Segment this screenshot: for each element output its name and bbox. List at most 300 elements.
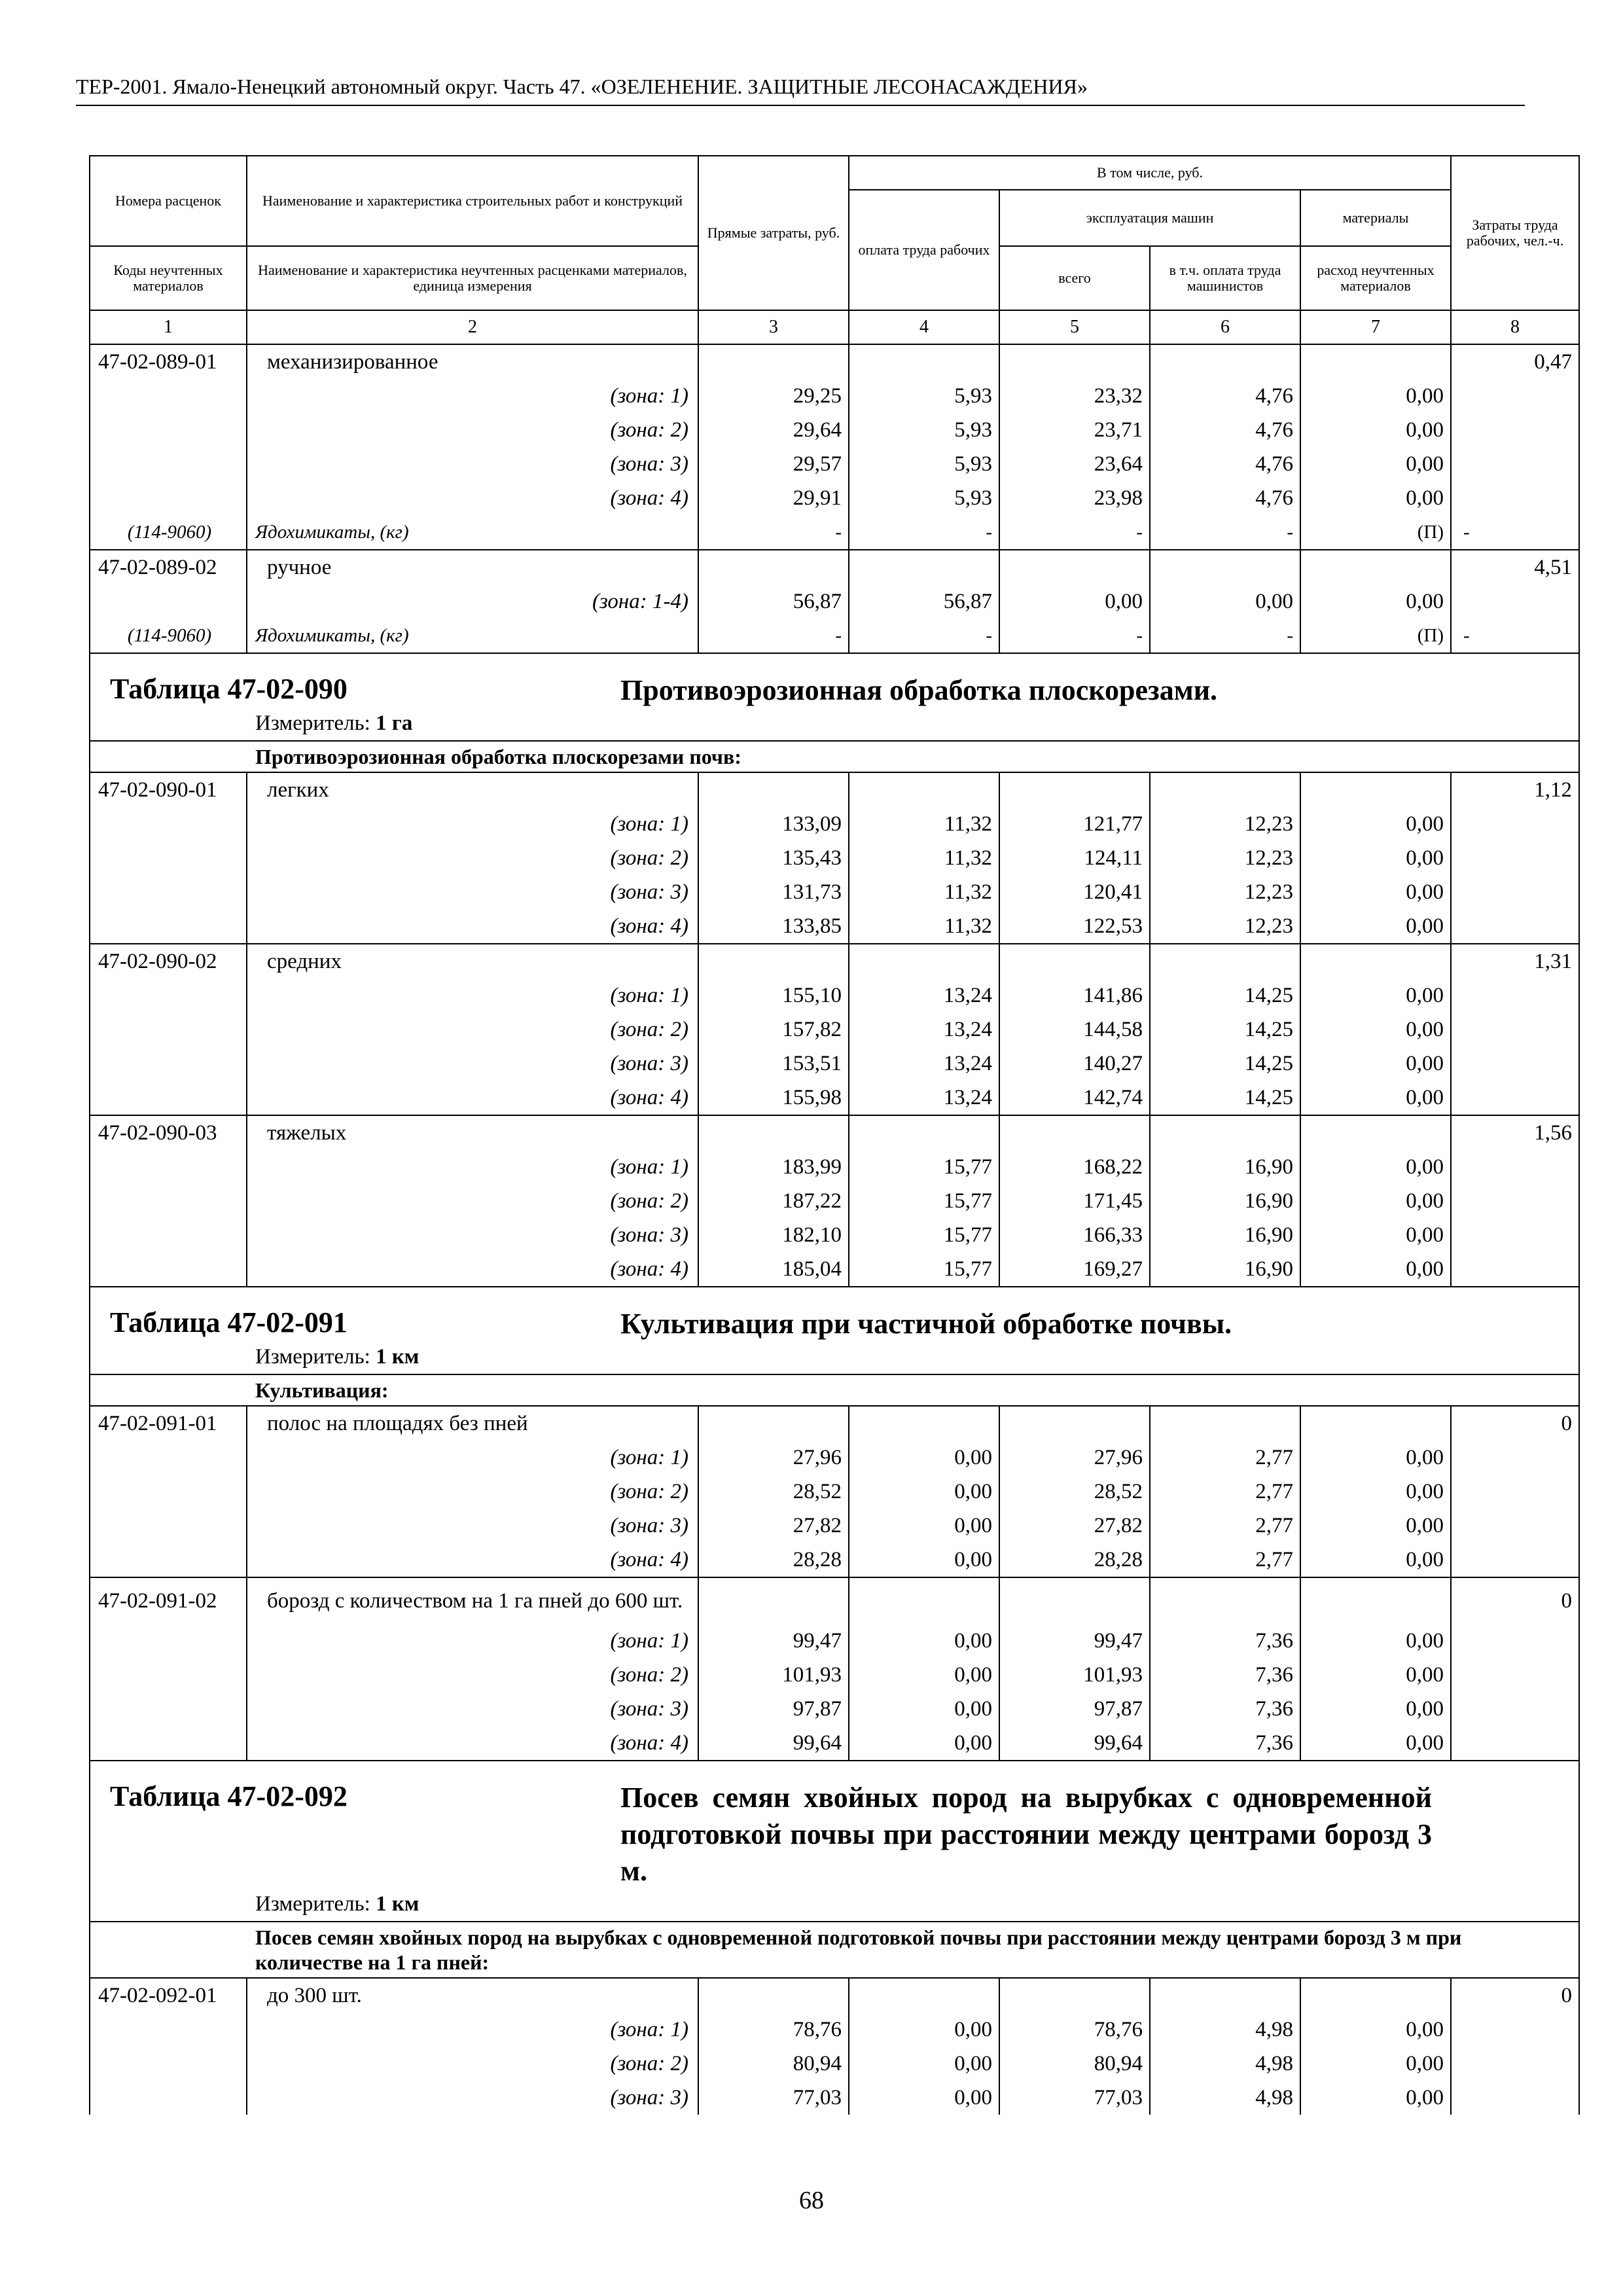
machinists-pay: 2,77 xyxy=(1150,1441,1300,1475)
zone-row xyxy=(90,1509,1579,1543)
empty-cell xyxy=(1300,1978,1451,2013)
direct-cost: 153,51 xyxy=(698,1047,849,1081)
direct-cost: 27,96 xyxy=(698,1441,849,1475)
empty-cell xyxy=(1451,584,1579,619)
rate-name: ручное xyxy=(247,550,698,584)
empty-cell xyxy=(1451,909,1579,944)
labor-cost: 1,12 xyxy=(1451,772,1579,807)
empty-cell xyxy=(1451,1692,1579,1726)
table-title xyxy=(110,1780,1573,1890)
direct-cost: 182,10 xyxy=(698,1218,849,1252)
machines-total: 23,98 xyxy=(999,481,1150,515)
labor-pay: 15,77 xyxy=(849,1150,999,1184)
table-number: Таблица 47-02-090 xyxy=(110,673,348,705)
rate-name: до 300 шт. xyxy=(247,1978,698,2013)
machinists-pay: 4,98 xyxy=(1150,2047,1300,2081)
zone-label: (зона: 4) xyxy=(247,909,698,944)
labor-pay: 5,93 xyxy=(849,447,999,481)
empty-cell xyxy=(90,2047,247,2081)
direct-cost: 155,10 xyxy=(698,978,849,1013)
machines-total: 168,22 xyxy=(999,1150,1150,1184)
empty-cell xyxy=(90,2081,247,2115)
zone-label: (зона: 4) xyxy=(247,1726,698,1761)
labor-pay: 15,77 xyxy=(849,1218,999,1252)
unit-label: Измеритель: xyxy=(255,1345,370,1369)
empty-cell xyxy=(1150,1978,1300,2013)
labor-cost: 4,51 xyxy=(1451,550,1579,584)
empty-cell xyxy=(999,1978,1150,2013)
rate-name: полос на площадях без пней xyxy=(247,1406,698,1441)
zone-row xyxy=(90,1252,1579,1287)
zone-label: (зона: 3) xyxy=(247,875,698,909)
labor-pay: 0,00 xyxy=(849,1692,999,1726)
direct-cost: 135,43 xyxy=(698,841,849,875)
material-code: (114-9060) xyxy=(90,619,247,653)
zone-label: (зона: 1) xyxy=(247,1624,698,1658)
table-title-cell xyxy=(90,1761,1579,1922)
empty-cell xyxy=(999,944,1150,978)
labor-pay: 0,00 xyxy=(849,1509,999,1543)
empty-cell xyxy=(90,1150,247,1184)
labor-pay: 0,00 xyxy=(849,1543,999,1577)
labor-pay: 0,00 xyxy=(849,1726,999,1761)
table-title-row xyxy=(90,653,1579,741)
labor-cost: 0 xyxy=(1451,1978,1579,2013)
zone-label: (зона: 2) xyxy=(247,841,698,875)
machinists-pay: 2,77 xyxy=(1150,1509,1300,1543)
labor-pay: 13,24 xyxy=(849,1081,999,1115)
machines-total: 28,28 xyxy=(999,1543,1150,1577)
col-number: 8 xyxy=(1451,310,1579,344)
empty-cell xyxy=(1150,1115,1300,1150)
machines-total: 142,74 xyxy=(999,1081,1150,1115)
zone-row xyxy=(90,1543,1579,1577)
empty-cell xyxy=(999,1115,1150,1150)
empty-cell xyxy=(90,1726,247,1761)
rate-code: 47-02-090-02 xyxy=(90,944,247,978)
labor-cost: 0 xyxy=(1451,1406,1579,1441)
unit-label: Измеритель: xyxy=(255,711,370,735)
empty-cell xyxy=(1300,550,1451,584)
material-row xyxy=(90,619,1579,653)
direct-cost: 99,64 xyxy=(698,1726,849,1761)
empty-cell xyxy=(90,1013,247,1047)
labor-pay: 0,00 xyxy=(849,1658,999,1692)
labor-pay: 11,32 xyxy=(849,875,999,909)
materials-cost: 0,00 xyxy=(1300,909,1451,944)
col-header-direct: Прямые затраты, руб. xyxy=(698,156,849,310)
machines-total: 99,47 xyxy=(999,1624,1150,1658)
page-header: ТЕР-2001. Ямало-Ненецкий автономный округ. Часть 47. «ОЗЕЛЕНЕНИЕ. ЗАЩИТНЫЕ ЛЕСОНАСАЖДЕНИЯ» xyxy=(76,75,1088,98)
machines-total: 23,64 xyxy=(999,447,1150,481)
section-heading-row xyxy=(90,1922,1579,1978)
zone-row xyxy=(90,1047,1579,1081)
direct-cost: 133,09 xyxy=(698,807,849,841)
materials-cost: 0,00 xyxy=(1300,1218,1451,1252)
rate-name: борозд с количеством на 1 га пней до 600 шт. xyxy=(247,1577,698,1624)
empty-cell xyxy=(1451,2081,1579,2115)
rate-row xyxy=(90,1978,1579,2013)
empty-cell xyxy=(1451,978,1579,1013)
empty-cell xyxy=(999,772,1150,807)
zone-row xyxy=(90,909,1579,944)
zone-row xyxy=(90,807,1579,841)
material-value: - xyxy=(849,619,999,653)
machinists-pay: 12,23 xyxy=(1150,807,1300,841)
direct-cost: 28,28 xyxy=(698,1543,849,1577)
empty-cell xyxy=(90,1509,247,1543)
empty-cell xyxy=(1451,1252,1579,1287)
empty-cell xyxy=(1150,344,1300,379)
empty-cell xyxy=(1451,1658,1579,1692)
materials-cost: 0,00 xyxy=(1300,978,1451,1013)
empty-cell xyxy=(90,481,247,515)
zone-row xyxy=(90,1150,1579,1184)
empty-cell xyxy=(1451,2013,1579,2047)
zone-row xyxy=(90,1081,1579,1115)
machinists-pay: 12,23 xyxy=(1150,909,1300,944)
empty-cell xyxy=(90,447,247,481)
table-title-row xyxy=(90,1287,1579,1374)
empty-cell xyxy=(698,1978,849,2013)
labor-pay: 5,93 xyxy=(849,413,999,447)
empty-cell xyxy=(999,344,1150,379)
machines-total: 77,03 xyxy=(999,2081,1150,2115)
materials-cost: 0,00 xyxy=(1300,841,1451,875)
machines-total: 23,71 xyxy=(999,413,1150,447)
direct-cost: 155,98 xyxy=(698,1081,849,1115)
zone-label: (зона: 2) xyxy=(247,413,698,447)
materials-cost: 0,00 xyxy=(1300,1081,1451,1115)
table-number: Таблица 47-02-091 xyxy=(110,1306,348,1338)
zone-label: (зона: 1) xyxy=(247,807,698,841)
empty-cell xyxy=(1451,1475,1579,1509)
zone-row xyxy=(90,1726,1579,1761)
rate-row xyxy=(90,1115,1579,1150)
rate-code: 47-02-090-01 xyxy=(90,772,247,807)
materials-cost: 0,00 xyxy=(1300,1692,1451,1726)
rate-code: 47-02-092-01 xyxy=(90,1978,247,2013)
zone-row xyxy=(90,978,1579,1013)
material-value: - xyxy=(698,619,849,653)
material-name: Ядохимикаты, (кг) xyxy=(247,515,698,550)
col-number: 4 xyxy=(849,310,999,344)
zone-row xyxy=(90,379,1579,413)
machinists-pay: 7,36 xyxy=(1150,1624,1300,1658)
material-value: - xyxy=(999,515,1150,550)
empty-cell xyxy=(999,1406,1150,1441)
direct-cost: 29,64 xyxy=(698,413,849,447)
direct-cost: 29,25 xyxy=(698,379,849,413)
empty-cell xyxy=(90,1543,247,1577)
zone-label: (зона: 2) xyxy=(247,1475,698,1509)
machinists-pay: 16,90 xyxy=(1150,1252,1300,1287)
rate-row xyxy=(90,772,1579,807)
unit-label: Измеритель: xyxy=(255,1892,370,1916)
rate-row xyxy=(90,1577,1579,1624)
empty-cell xyxy=(1451,1543,1579,1577)
labor-pay: 0,00 xyxy=(849,1624,999,1658)
zone-label: (зона: 4) xyxy=(247,1543,698,1577)
zone-label: (зона: 3) xyxy=(247,1692,698,1726)
empty-cell xyxy=(1150,1406,1300,1441)
unit-value: 1 км xyxy=(376,1892,419,1916)
empty-cell xyxy=(1451,1441,1579,1475)
labor-pay: 5,93 xyxy=(849,481,999,515)
machinists-pay: 7,36 xyxy=(1150,1658,1300,1692)
empty-cell xyxy=(90,413,247,447)
zone-row xyxy=(90,481,1579,515)
machines-total: 99,64 xyxy=(999,1726,1150,1761)
empty-cell xyxy=(698,944,849,978)
empty-cell xyxy=(90,1184,247,1218)
empty-cell xyxy=(698,1577,849,1624)
direct-cost: 133,85 xyxy=(698,909,849,944)
col-number: 7 xyxy=(1300,310,1451,344)
empty-cell xyxy=(1451,1509,1579,1543)
zone-row xyxy=(90,1692,1579,1726)
rate-code: 47-02-091-02 xyxy=(90,1577,247,1624)
table-title-cell xyxy=(90,1287,1579,1374)
machinists-pay: 7,36 xyxy=(1150,1726,1300,1761)
direct-cost: 29,91 xyxy=(698,481,849,515)
material-labor: - xyxy=(1451,515,1579,550)
material-row xyxy=(90,515,1579,550)
labor-pay: 13,24 xyxy=(849,978,999,1013)
zone-label: (зона: 1) xyxy=(247,379,698,413)
machinists-pay: 12,23 xyxy=(1150,841,1300,875)
rate-row xyxy=(90,944,1579,978)
empty-cell xyxy=(1451,1184,1579,1218)
zone-label: (зона: 2) xyxy=(247,1013,698,1047)
material-code: (114-9060) xyxy=(90,515,247,550)
table-name: Противоэрозионная обработка плоскорезами. xyxy=(620,674,1218,706)
empty-cell xyxy=(849,772,999,807)
direct-cost: 131,73 xyxy=(698,875,849,909)
materials-cost: 0,00 xyxy=(1300,1475,1451,1509)
labor-pay: 13,24 xyxy=(849,1013,999,1047)
materials-cost: 0,00 xyxy=(1300,1252,1451,1287)
price-table xyxy=(89,155,1573,2157)
materials-cost: 0,00 xyxy=(1300,1047,1451,1081)
labor-pay: 56,87 xyxy=(849,584,999,619)
direct-cost: 157,82 xyxy=(698,1013,849,1047)
machinists-pay: 4,76 xyxy=(1150,379,1300,413)
section-heading: Противоэрозионная обработка плоскорезами почв: xyxy=(90,741,1579,772)
material-value: (П) xyxy=(1300,619,1451,653)
zone-label: (зона: 1) xyxy=(247,2013,698,2047)
labor-pay: 0,00 xyxy=(849,2081,999,2115)
col-header-machinists-pay: в т.ч. оплата труда машинистов xyxy=(1150,246,1300,310)
empty-cell xyxy=(849,1115,999,1150)
table-name: Посев семян хвойных пород на вырубках с одновременной подготовкой почвы при расстоянии между центрами борозд 3 м. xyxy=(620,1782,1432,1887)
direct-cost: 101,93 xyxy=(698,1658,849,1692)
zone-label: (зона: 1-4) xyxy=(247,584,698,619)
zone-label: (зона: 2) xyxy=(247,1184,698,1218)
empty-cell xyxy=(90,1692,247,1726)
empty-cell xyxy=(90,584,247,619)
labor-pay: 0,00 xyxy=(849,2013,999,2047)
zone-label: (зона: 2) xyxy=(247,2047,698,2081)
zone-row xyxy=(90,1658,1579,1692)
rate-code: 47-02-089-02 xyxy=(90,550,247,584)
empty-cell xyxy=(1451,413,1579,447)
col-header-machines: эксплуатация машин xyxy=(999,190,1300,246)
machinists-pay: 14,25 xyxy=(1150,978,1300,1013)
unit-value: 1 км xyxy=(376,1345,419,1369)
rate-name: тяжелых xyxy=(247,1115,698,1150)
zone-label: (зона: 3) xyxy=(247,1047,698,1081)
empty-cell xyxy=(90,1658,247,1692)
table-number: Таблица 47-02-092 xyxy=(110,1780,348,1812)
empty-cell xyxy=(849,1978,999,2013)
col-number: 2 xyxy=(247,310,698,344)
empty-cell xyxy=(698,772,849,807)
materials-cost: 0,00 xyxy=(1300,2013,1451,2047)
empty-cell xyxy=(1150,1577,1300,1624)
section-heading-row xyxy=(90,1374,1579,1406)
empty-cell xyxy=(1451,379,1579,413)
col-header-code-materials: Коды неучтенных материалов xyxy=(90,246,247,310)
section-heading: Посев семян хвойных пород на вырубках с одновременной подготовкой почвы при расстоянии между центрами борозд 3 м при количестве на 1 га пней: xyxy=(90,1922,1579,1978)
rate-row xyxy=(90,1406,1579,1441)
zone-label: (зона: 2) xyxy=(247,1658,698,1692)
machines-total: 169,27 xyxy=(999,1252,1150,1287)
rate-name: легких xyxy=(247,772,698,807)
empty-cell xyxy=(1300,344,1451,379)
empty-cell xyxy=(1300,1577,1451,1624)
zone-label: (зона: 1) xyxy=(247,978,698,1013)
rate-code: 47-02-090-03 xyxy=(90,1115,247,1150)
empty-cell xyxy=(90,1624,247,1658)
machinists-pay: 7,36 xyxy=(1150,1692,1300,1726)
zone-label: (зона: 3) xyxy=(247,1218,698,1252)
machinists-pay: 4,76 xyxy=(1150,447,1300,481)
col-header-machines-total: всего xyxy=(999,246,1150,310)
materials-cost: 0,00 xyxy=(1300,1726,1451,1761)
table-name: Культивация при частичной обработке почвы. xyxy=(620,1308,1232,1340)
direct-cost: 99,47 xyxy=(698,1624,849,1658)
materials-cost: 0,00 xyxy=(1300,2081,1451,2115)
unit-value: 1 га xyxy=(376,711,413,735)
direct-cost: 185,04 xyxy=(698,1252,849,1287)
empty-cell xyxy=(1451,841,1579,875)
material-value: (П) xyxy=(1300,515,1451,550)
zone-row xyxy=(90,2081,1579,2115)
empty-cell xyxy=(698,344,849,379)
zone-row xyxy=(90,1624,1579,1658)
labor-pay: 11,32 xyxy=(849,909,999,944)
materials-cost: 0,00 xyxy=(1300,379,1451,413)
machines-total: 171,45 xyxy=(999,1184,1150,1218)
direct-cost: 183,99 xyxy=(698,1150,849,1184)
machines-total: 80,94 xyxy=(999,2047,1150,2081)
empty-cell xyxy=(1451,2047,1579,2081)
machinists-pay: 2,77 xyxy=(1150,1543,1300,1577)
zone-row xyxy=(90,1475,1579,1509)
materials-cost: 0,00 xyxy=(1300,1150,1451,1184)
materials-cost: 0,00 xyxy=(1300,413,1451,447)
empty-cell xyxy=(1451,807,1579,841)
zone-label: (зона: 4) xyxy=(247,1081,698,1115)
machinists-pay: 12,23 xyxy=(1150,875,1300,909)
zone-label: (зона: 1) xyxy=(247,1150,698,1184)
machines-total: 78,76 xyxy=(999,2013,1150,2047)
empty-cell xyxy=(1150,944,1300,978)
machinists-pay: 16,90 xyxy=(1150,1150,1300,1184)
empty-cell xyxy=(849,550,999,584)
empty-cell xyxy=(1451,447,1579,481)
col-header-labor-cost: Затраты труда рабочих, чел.-ч. xyxy=(1451,156,1579,310)
zone-row xyxy=(90,447,1579,481)
materials-cost: 0,00 xyxy=(1300,2047,1451,2081)
machines-total: 121,77 xyxy=(999,807,1150,841)
page-number: 68 xyxy=(799,2187,824,2214)
machines-total: 141,86 xyxy=(999,978,1150,1013)
direct-cost: 187,22 xyxy=(698,1184,849,1218)
labor-cost: 1,56 xyxy=(1451,1115,1579,1150)
table-title xyxy=(110,672,1573,709)
zone-row xyxy=(90,1218,1579,1252)
materials-cost: 0,00 xyxy=(1300,1543,1451,1577)
zone-label: (зона: 4) xyxy=(247,1252,698,1287)
direct-cost: 28,52 xyxy=(698,1475,849,1509)
zone-row xyxy=(90,841,1579,875)
empty-cell xyxy=(90,807,247,841)
labor-pay: 11,32 xyxy=(849,807,999,841)
materials-cost: 0,00 xyxy=(1300,1658,1451,1692)
materials-cost: 0,00 xyxy=(1300,807,1451,841)
direct-cost: 77,03 xyxy=(698,2081,849,2115)
labor-cost: 1,31 xyxy=(1451,944,1579,978)
labor-pay: 13,24 xyxy=(849,1047,999,1081)
table-unit xyxy=(110,1890,1573,1921)
empty-cell xyxy=(849,1577,999,1624)
col-header-including: В том числе, руб. xyxy=(849,156,1451,190)
zone-row xyxy=(90,1184,1579,1218)
empty-cell xyxy=(90,1218,247,1252)
col-header-unaccounted-materials: расход неучтенных материалов xyxy=(1300,246,1451,310)
empty-cell xyxy=(1451,1081,1579,1115)
empty-cell xyxy=(90,1081,247,1115)
empty-cell xyxy=(90,909,247,944)
empty-cell xyxy=(1300,1406,1451,1441)
machines-total: 27,82 xyxy=(999,1509,1150,1543)
machinists-pay: 14,25 xyxy=(1150,1013,1300,1047)
machines-total: 27,96 xyxy=(999,1441,1150,1475)
empty-cell xyxy=(90,1252,247,1287)
zone-label: (зона: 3) xyxy=(247,447,698,481)
empty-cell xyxy=(1300,944,1451,978)
col-number: 1 xyxy=(90,310,247,344)
empty-cell xyxy=(90,379,247,413)
direct-cost: 97,87 xyxy=(698,1692,849,1726)
zone-label: (зона: 4) xyxy=(247,481,698,515)
direct-cost: 78,76 xyxy=(698,2013,849,2047)
zone-row xyxy=(90,413,1579,447)
material-value: - xyxy=(698,515,849,550)
materials-cost: 0,00 xyxy=(1300,1624,1451,1658)
labor-pay: 15,77 xyxy=(849,1184,999,1218)
empty-cell xyxy=(1451,481,1579,515)
empty-cell xyxy=(1451,1013,1579,1047)
empty-cell xyxy=(90,875,247,909)
empty-cell xyxy=(849,1406,999,1441)
empty-cell xyxy=(90,841,247,875)
rate-name: механизированное xyxy=(247,344,698,379)
header-rule xyxy=(76,105,1525,106)
direct-cost: 29,57 xyxy=(698,447,849,481)
